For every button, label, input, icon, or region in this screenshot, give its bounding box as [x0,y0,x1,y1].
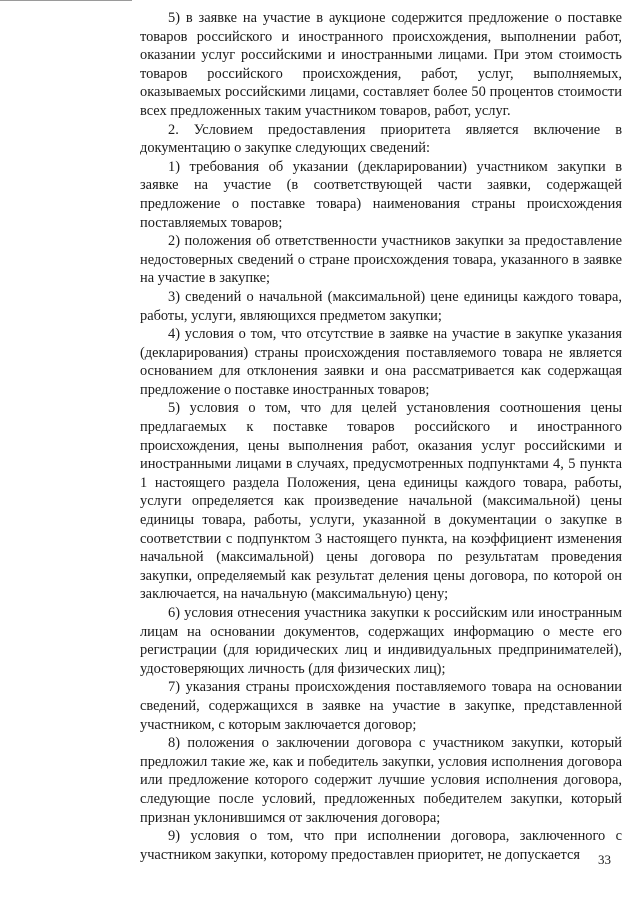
paragraph-item-8: 8) положения о заключении договора с участником закупки, который предложил такие же, как и победитель закупки, условия исполнения договора или предложение которого содержит лучшие условия исполнения договора, следующие после условий, предложенных победителем закупки, который признан уклонившимся от заключения договора; [140,735,622,826]
paragraph-item-1: 1) требования об указании (декларировании) участником закупки в заявке на участие (в соответствующей части заявки, содержащей предложение о поставке товара) наименования страны происхождения поставляемых товаров; [140,158,622,231]
paragraph-item-9: 9) условия о том, что при исполнении договора, заключенного с участником закупки, которому предоставлен приоритет, не допускается [140,828,622,863]
paragraph-item-5: 5) условия о том, что для целей установления соотношения цены предлагаемых к поставке товаров российского и иностранного происхождения, цены выполнения работ, оказания услуг российскими и иностранными лицами в случаях, предусмотренных подпунктами 4, 5 пункта 1 настоящего раздела Положения, цена единицы каждого товара, работы, услуги определяется как произведение начальной (максимальной) цены единицы товара, работы, услуги, указанной в документации о закупке в соответствии с подпунктом 3 настоящего пункта, на коэффициент изменения начальной (максимальной) цены договора по результатам проведения закупки, определяемый как результат деления цены договора, по которой он заключается, на начальную (максимальную) цену; [140,400,622,603]
top-rule-divider [0,0,132,1]
paragraph-1-5-auction-bid: 5) в заявке на участие в аукционе содержится предложение о поставке товаров российского и иностранного происхождения, выполнении работ, оказании услуг российскими и иностранными лицами. При этом стоимость товаров российского происхождения, работ, услуг, выполняемых, оказываемых российскими лицами, составляет более 50 процентов стоимости всех предложенных таким участником товаров, работ, услуг. [140,10,622,119]
paragraph-item-3: 3) сведений о начальной (максимальной) цене единицы каждого товара, работы, услуги, являющихся предметом закупки; [140,288,622,324]
page-number: 33 [598,852,611,867]
document-body [140,9,622,864]
paragraph-item-6: 6) условия отнесения участника закупки к российским или иностранным лицам на основании документов, содержащих информацию о месте его регистрации (для юридических лиц и индивидуальных предпринимателей), удостоверяющих личность (для физических лиц); [140,605,622,677]
paragraph-2-priority-condition: 2. Условием предоставления приоритета является включение в документацию о закупке следующих сведений: [140,121,622,157]
paragraph-item-4: 4) условия о том, что отсутствие в заявке на участие в закупке указания (декларирования) страны происхождения поставляемого товара не является основанием для отклонения заявки и она рассматривается как содержащая предложение о поставке иностранных товаров; [140,326,622,398]
paragraph-item-7: 7) указания страны происхождения поставляемого товара на основании сведений, содержащихся в заявке на участие в закупке, представленной участником, с которым заключается договор; [140,679,622,733]
paragraph-item-2: 2) положения об ответственности участников закупки за предоставление недостоверных сведений о стране происхождения товара, указанного в заявке на участие в закупке; [140,233,622,287]
